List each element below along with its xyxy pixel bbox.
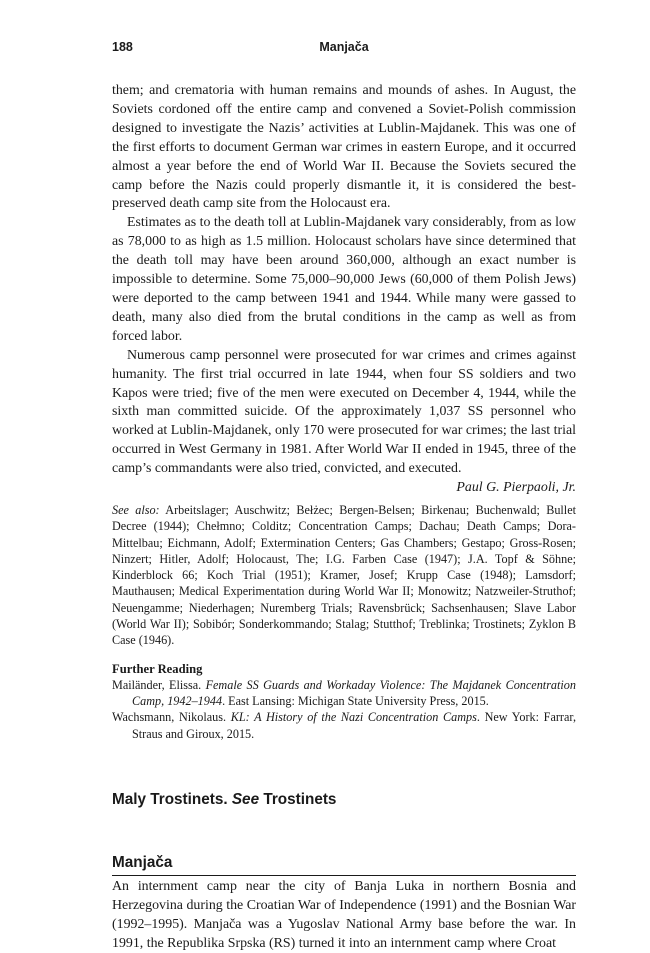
reference-item [112, 709, 576, 742]
article-body [112, 82, 576, 479]
further-reading-heading: Further Reading [112, 661, 203, 676]
see-also-list: Arbeitslager; Auschwitz; Bełżec; Bergen-Belsen; Birkenau; Buchenwald; Bullet Decree (1944); Chełmno; Colditz; Concentration Camps; Dachau; Death Camps; Dora-Mittelbau; Eichmann, Adolf; Extermination Centers; Gas Chambers; Gestapo; Gross-Rosen; Ninzert; Hitler, Adolf; Holocaust, The; I.G. Farben Case (1947); J.A. Topf & Söhne; Kinderblock 66; Koch Trial (1951); Kramer, Josef; Krupp Case (1948); Lamsdorf; Mauthausen; Medical Experimentation during World War II; Monowitz; Natzweiler-Struthof; Neuengamme; Niederhagen; Nuremberg Trials; Ravensbrück; Sachsenhausen; Slave Labor (World War II); Sobibór; Sonderkommando; Stalag; Stutthof; Treblinka; Trostinets; Zyklon B Case (1946). [112, 502, 576, 648]
reference-author: Wachsmann, Nikolaus. [112, 710, 231, 725]
article-paragraph: Numerous camp personnel were prosecuted for war crimes and crimes against humanity. The first trial occurred in late 1944, when four SS soldiers and two Kapos were tried; five of the men were executed on December 4, 1944, while the sixth man committed suicide. Of the approximately 1,037 SS personnel who worked at Lublin-Majdanek, only 170 were prosecuted for war crimes; the last trial occurred in West Germany in 1981. After World War II ended in 1945, three of the camp’s commandants were also tried, convicted, and executed. [112, 347, 576, 477]
reference-publisher: . New York: Farrar, Straus and Giroux, 2015. [132, 710, 576, 741]
see-also-block [112, 502, 576, 649]
author-signature: Paul G. Pierpaoli, Jr. [456, 480, 576, 496]
entry-paragraph: An internment camp near the city of Banja Luka in northern Bosnia and Herzegovina during the Croatian War of Independence (1991) and the Bosnian War (1992–1995). Manjača was a Yugoslav National Army base before the war. In 1991, the Republika Srpska (RS) turned it into an internment camp where Croat [112, 878, 576, 951]
reference-publisher: . East Lansing: Michigan State University Press, 2015. [222, 693, 489, 708]
book-page [112, 40, 576, 953]
see-also-label: See also: [112, 502, 160, 517]
reference-title: Female SS Guards and Workaday Violence: The Majdanek Concentration Camp, 1942–1944 [132, 677, 576, 708]
article-paragraph: them; and crematoria with human remains and mounds of ashes. In August, the Soviets cordoned off the entire camp and convened a Soviet-Polish commission designed to investigate the Nazis’ activities at Lublin-Majdanek. This was one of the first efforts to document German war crimes in eastern Europe, and it occurred almost a year before the end of World War II. Because the Soviets secured the camp before the Nazis could properly dismantle it, it is considered the best-preserved death camp site from the Holocaust era. [112, 83, 576, 212]
reference-author: Mailänder, Elissa. [112, 677, 206, 692]
entry-title: Manjača [112, 852, 576, 876]
cross-reference-target: Trostinets [259, 790, 337, 808]
entry-body [112, 878, 576, 953]
running-header [112, 40, 576, 58]
reference-item [112, 677, 576, 710]
running-title: Manjača [319, 40, 369, 54]
reference-title: KL: A History of the Nazi Concentration Camps [230, 710, 477, 725]
page-number: 188 [112, 40, 133, 54]
article-paragraph: Estimates as to the death toll at Lublin-Majdanek vary considerably, from as low as 78,000 to as high as 1.5 million. Holocaust scholars have since determined that the death toll may have been around 360,000, although an exact number is impossible to determine. Some 75,000–90,000 Jews (60,000 of them Polish Jews) were deported to the camp between 1941 and 1944. While many were gassed to death, many also died from the brutal conditions in the camp as well as from forced labor. [112, 215, 576, 344]
cross-reference-term: Maly Trostinets. [112, 790, 232, 808]
cross-reference-see: See [231, 790, 260, 808]
cross-reference-heading [112, 790, 576, 810]
